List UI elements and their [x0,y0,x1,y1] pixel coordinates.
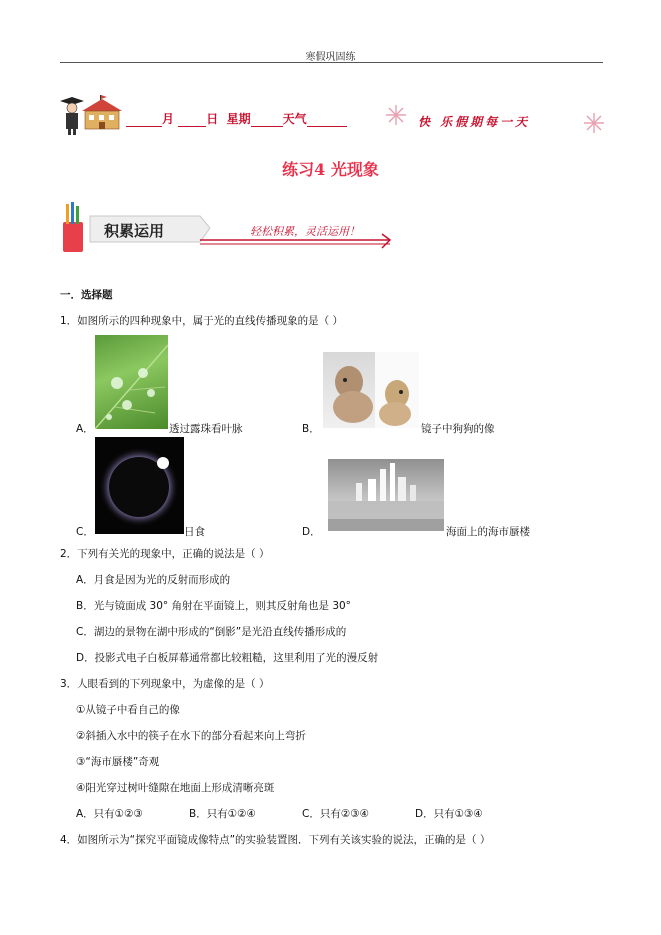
q1-option-a-text: 透过露珠看叶脉 [169,423,243,435]
q1-option-d-text: 海面上的海市蜃楼 [446,526,530,538]
weekday-label: 星期 [226,112,251,126]
weather-label: 天气 [282,112,307,126]
day-blank[interactable] [178,114,206,127]
part-heading: 一．选择题 [60,289,113,301]
question-2-stem: 2．下列有关光的现象中，正确的说法是（ ） [60,548,270,560]
q3-choice-a[interactable]: A．只有①②③ [76,808,143,820]
dewdrop-leaf-image [95,335,168,429]
q3-choice-c[interactable]: C．只有②③④ [302,808,370,820]
section-label: 积累运用 [104,222,165,240]
q2-option-c[interactable]: C．湖边的景物在湖中形成的“倒影”是光沿直线传播形成的 [76,626,347,638]
date-line [126,110,347,127]
solar-eclipse-image [95,437,184,534]
q2-option-a[interactable]: A．月食是因为光的反射而形成的 [76,574,231,586]
q3-item-4: ④阳光穿过树叶缝隙在地面上形成清晰亮斑 [76,782,275,794]
month-blank[interactable] [126,114,162,127]
snowflake-icon [386,105,406,125]
q1-option-b-text: 镜子中狗狗的像 [421,423,495,435]
header-divider [60,62,603,63]
page-header: 寒假巩固练 [305,52,356,63]
page-title: 练习4 光现象 [282,160,379,179]
q2-option-b[interactable]: B．光与镜面成 30° 角射在平面镜上，则其反射角也是 30° [76,600,351,612]
q1-option-c-text: 日食 [184,526,205,538]
snowflake-icon [584,113,604,133]
dog-mirror-image [323,352,419,428]
q3-item-1: ①从镜子中看自己的像 [76,704,180,716]
q3-item-2: ②斜插入水中的筷子在水下的部分看起来向上弯折 [76,730,306,742]
q3-choice-d[interactable]: D．只有①③④ [415,808,483,820]
q3-item-3: ③“海市蜃楼”奇观 [76,756,160,768]
q1-option-d-letter[interactable]: D． [302,526,321,538]
section-slogan: 轻松积累，灵活运用！ [250,225,360,238]
q1-option-b-letter[interactable]: B． [302,423,320,435]
question-3-stem: 3．人眼看到的下列现象中，为虚像的是（ ） [60,678,270,690]
question-1-stem: 1．如图所示的四种现象中，属于光的直线传播现象的是（ ） [60,315,344,327]
weather-blank[interactable] [307,114,347,127]
q3-choice-b[interactable]: B．只有①②④ [189,808,256,820]
pencil-cup-icon [63,202,83,252]
banner-slogan: 快 乐假期每一天 [418,115,531,129]
school-icon [82,95,122,129]
graduate-icon [60,97,84,135]
day-label: 日 [206,112,219,126]
mirage-image [328,459,444,531]
question-4-stem: 4．如图所示为“探究平面镜成像特点”的实验装置图．下列有关该实验的说法，正确的是（ ） [60,834,491,846]
weekday-blank[interactable] [251,114,283,127]
q1-option-c-letter[interactable]: C． [76,526,94,538]
month-label: 月 [162,112,175,126]
q2-option-d[interactable]: D．投影式电子白板屏幕通常都比较粗糙，这里利用了光的漫反射 [76,652,379,664]
q1-option-a-letter[interactable]: A． [76,423,94,435]
